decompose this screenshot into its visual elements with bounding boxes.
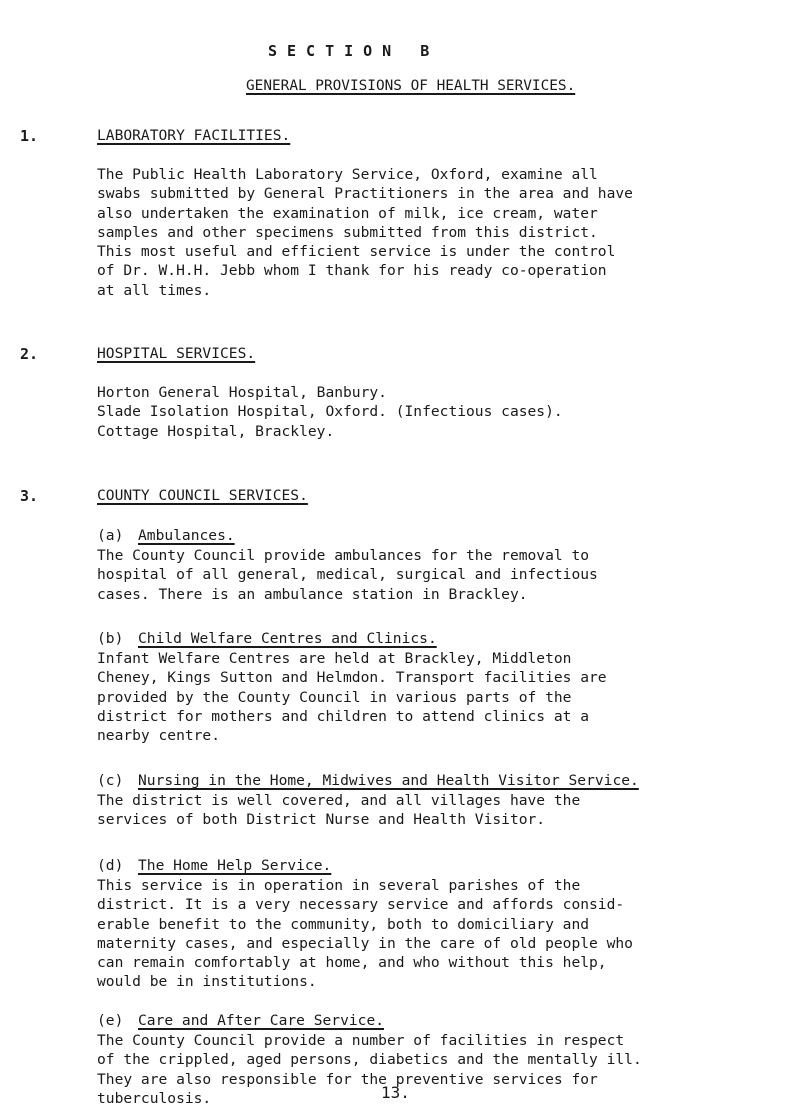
body-line: The Public Health Laboratory Service, Oxford, examine all [97, 166, 598, 183]
body-line: erable benefit to the community, both to domiciliary and [97, 915, 590, 933]
body-line: tuberculosis. [97, 1089, 212, 1107]
subsection-a-body [97, 546, 598, 604]
body-line: They are also responsible for the preventive services for [97, 1070, 598, 1088]
body-line: Horton General Hospital, Banbury. [97, 384, 387, 401]
body-line: district for mothers and children to attend clinics at a [97, 707, 590, 725]
page-number: 13. [381, 1083, 410, 1102]
body-line: maternity cases, and especially in the care of old people who [97, 934, 633, 952]
body-line: would be in institutions. [97, 973, 317, 991]
section-3-number: 3. [20, 487, 39, 505]
body-line: hospital of all general, medical, surgical and infectious [97, 566, 598, 584]
subsection-e-heading: Care and After Care Service. [138, 1012, 385, 1029]
subsection-c-label: (c) [97, 772, 124, 789]
subsection-a-label: (a) [97, 527, 124, 544]
subsection-e-label: (e) [97, 1012, 124, 1029]
section-1-number: 1. [20, 127, 39, 145]
body-line: nearby centre. [97, 727, 221, 745]
subsection-b-label: (b) [97, 630, 124, 647]
section-2-heading: HOSPITAL SERVICES. [97, 345, 256, 362]
subsection-a-heading: Ambulances. [138, 527, 235, 544]
body-line: cases. There is an ambulance station in Brackley. [97, 585, 528, 603]
body-line: The County Council provide ambulances for the removal to [97, 547, 590, 564]
body-line: Cheney, Kings Sutton and Helmdon. Transport facilities are [97, 669, 607, 687]
document-subtitle: GENERAL PROVISIONS OF HEALTH SERVICES. [246, 78, 576, 94]
body-line: samples and other specimens submitted from this district. [97, 223, 598, 241]
body-line: district. It is a very necessary service and affords consid- [97, 896, 625, 914]
body-line: The County Council provide a number of facilities in respect [97, 1032, 625, 1049]
body-line: can remain comfortably at home, and who without this help, [97, 954, 607, 972]
body-line: of the crippled, aged persons, diabetics and the mentally ill. [97, 1051, 642, 1069]
body-line: Infant Welfare Centres are held at Brackley, Middleton [97, 650, 572, 667]
section-1-heading: LABORATORY FACILITIES. [97, 127, 291, 144]
subsection-e-body [97, 1031, 642, 1108]
section-1-body [97, 165, 633, 300]
body-line: This service is in operation in several parishes of the [97, 877, 581, 894]
section-3-heading: COUNTY COUNCIL SERVICES. [97, 487, 308, 504]
body-line: The district is well covered, and all villages have the [97, 792, 581, 809]
body-line: Cottage Hospital, Brackley. [97, 422, 335, 440]
body-line: provided by the County Council in various parts of the [97, 688, 572, 706]
subsection-b-body [97, 649, 607, 745]
section-title: SECTION B [268, 42, 440, 60]
subsection-c-heading: Nursing in the Home, Midwives and Health Visitor Service. [138, 772, 639, 789]
body-line: at all times. [97, 281, 212, 299]
body-line: Slade Isolation Hospital, Oxford. (Infectious cases). [97, 403, 563, 421]
subsection-b-heading: Child Welfare Centres and Clinics. [138, 630, 437, 647]
body-line: This most useful and efficient service is under the control [97, 243, 616, 261]
body-line: services of both District Nurse and Health Visitor. [97, 811, 546, 829]
body-line: swabs submitted by General Practitioners in the area and have [97, 185, 633, 203]
section-2-body [97, 383, 563, 441]
body-line: also undertaken the examination of milk, ice cream, water [97, 204, 598, 222]
subsection-d-label: (d) [97, 857, 124, 874]
subsection-d-body [97, 876, 633, 992]
subsection-c-body [97, 791, 580, 830]
body-line: of Dr. W.H.H. Jebb whom I thank for his ready co-operation [97, 262, 607, 280]
subsection-d-heading: The Home Help Service. [138, 857, 332, 874]
section-2-number: 2. [20, 345, 39, 363]
